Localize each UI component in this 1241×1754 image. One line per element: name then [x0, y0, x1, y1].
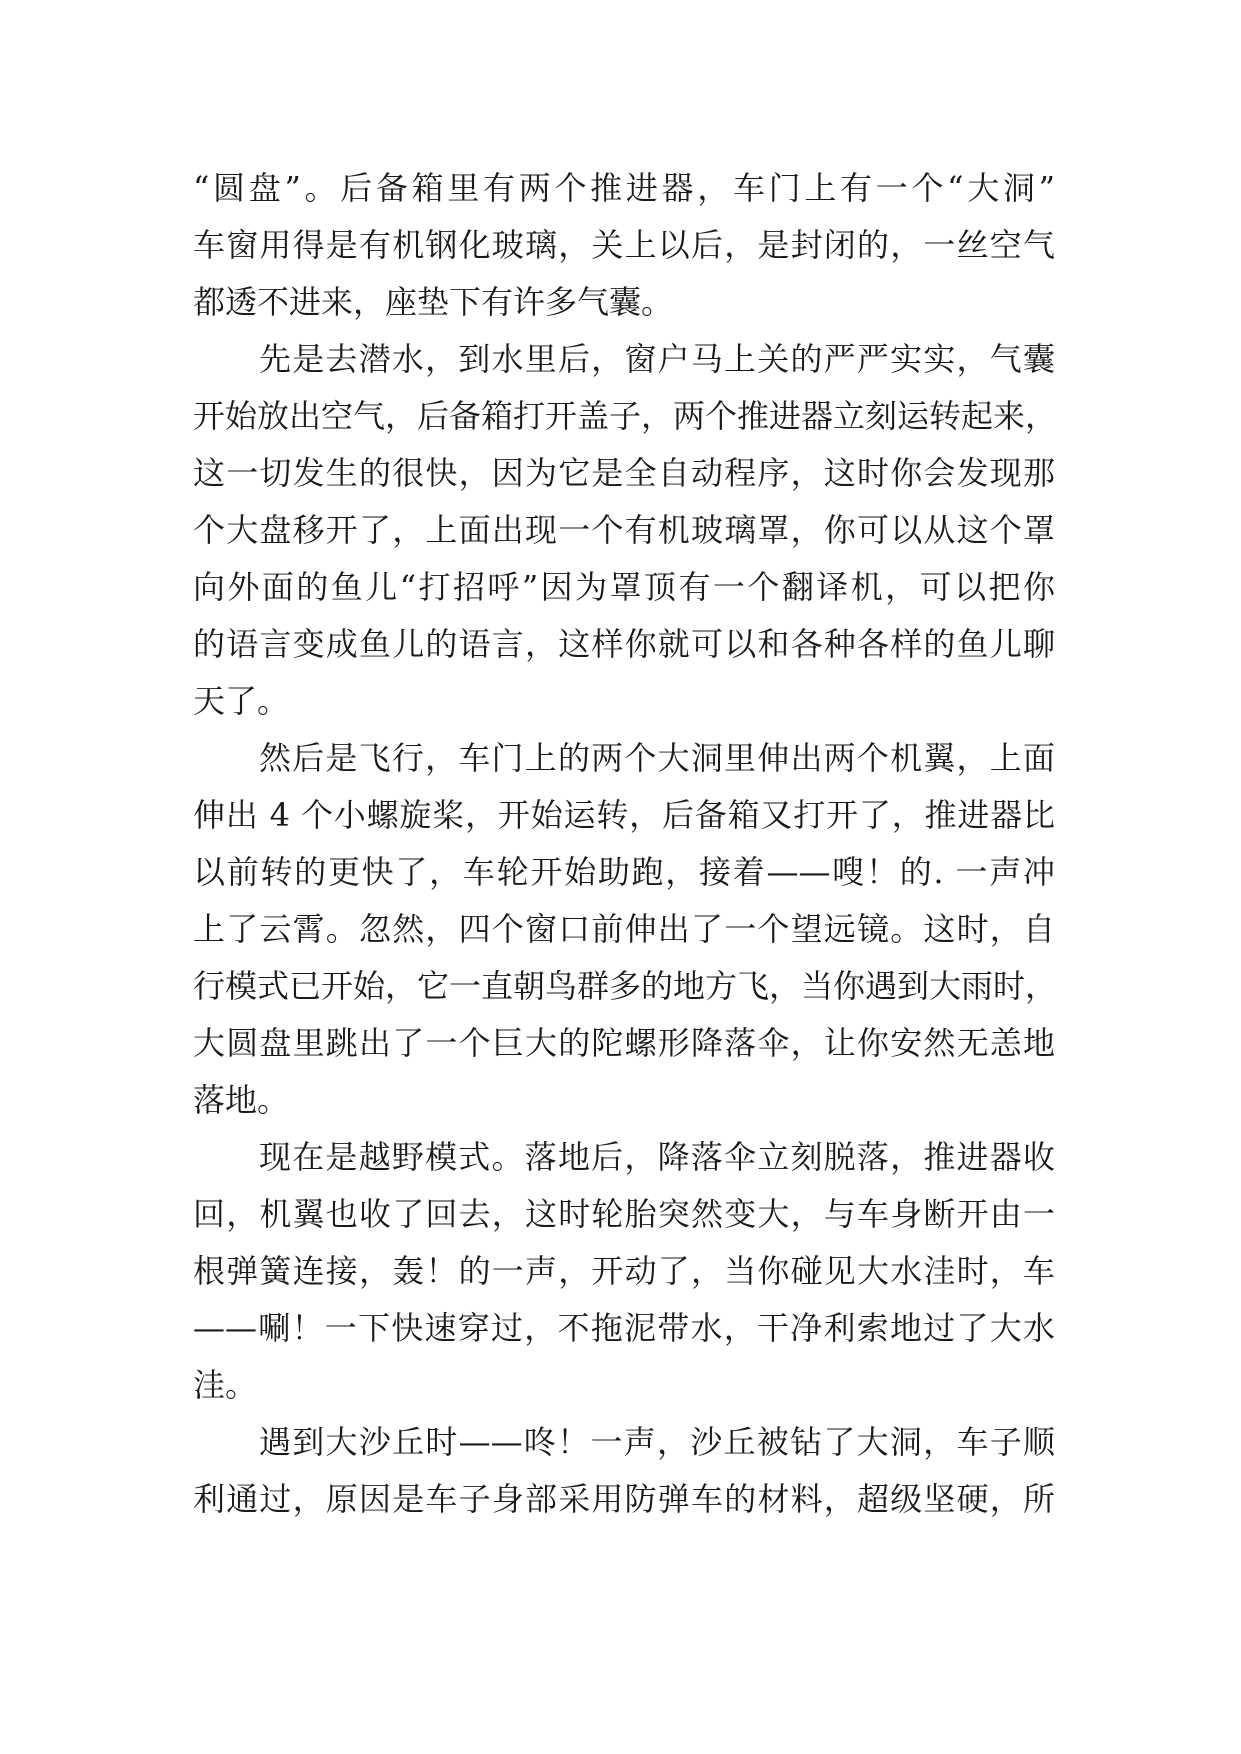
text-line: 落地。: [193, 1081, 290, 1119]
paragraph-3: [193, 730, 1058, 1129]
text-line: 行模式已开始，它一直朝鸟群多的地方飞，当你遇到大雨时，: [193, 967, 1058, 1005]
text-line: 遇到大沙丘时——咚！一声，沙丘被钻了大洞，车子顺: [259, 1423, 1055, 1461]
text-line: 开始放出空气，后备箱打开盖子，两个推进器立刻运转起来，: [193, 397, 1058, 435]
text-line: 天了。: [193, 682, 290, 720]
text-line: 大圆盘里跳出了一个巨大的陀螺形降落伞，让你安然无恙地: [193, 1024, 1055, 1062]
text-line: “圆盘”。后备箱里有两个推进器，车门上有一个“大洞”: [193, 169, 1055, 207]
text-line: 以前转的更快了，车轮开始助跑，接着——嗖！的. 一声冲: [193, 853, 1055, 891]
text-line: ——唰！一下快速穿过，不拖泥带水，干净利索地过了大水: [193, 1309, 1055, 1347]
body-text: [193, 160, 1058, 1528]
paragraph-5: [193, 1414, 1055, 1528]
text-line: 回，机翼也收了回去，这时轮胎突然变大，与车身断开由一: [193, 1195, 1055, 1233]
text-line: 先是去潜水，到水里后，窗户马上关的严严实实，气囊: [259, 340, 1055, 378]
text-line: 个大盘移开了，上面出现一个有机玻璃罩，你可以从这个罩: [193, 511, 1055, 549]
paragraph-2: [193, 331, 1058, 730]
text-line: 这一切发生的很快，因为它是全自动程序，这时你会发现那: [193, 454, 1055, 492]
text-line: 都透不进来，座垫下有许多气囊。: [193, 283, 674, 321]
text-line: 洼。: [193, 1366, 258, 1404]
text-line: 的语言变成鱼儿的语言，这样你就可以和各种各样的鱼儿聊: [193, 625, 1055, 663]
text-line: 利通过，原因是车子身部采用防弹车的材料，超级坚硬，所: [193, 1480, 1055, 1518]
text-line: 现在是越野模式。落地后，降落伞立刻脱落，推进器收: [259, 1138, 1055, 1176]
paragraph-4: [193, 1129, 1055, 1414]
text-line: 然后是飞行，车门上的两个大洞里伸出两个机翼，上面: [259, 739, 1055, 777]
text-line: 上了云霄。忽然，四个窗口前伸出了一个望远镜。这时，自: [193, 910, 1055, 948]
text-line: 伸出 4 个小螺旋桨，开始运转，后备箱又打开了，推进器比: [193, 796, 1055, 834]
text-line: 根弹簧连接，轰！的一声，开动了，当你碰见大水洼时，车: [193, 1252, 1055, 1290]
text-line: 车窗用得是有机钢化玻璃，关上以后，是封闭的，一丝空气: [193, 226, 1055, 264]
paragraph-1: [193, 160, 1055, 331]
text-line: 向外面的鱼儿“打招呼”因为罩顶有一个翻译机，可以把你: [193, 568, 1055, 606]
